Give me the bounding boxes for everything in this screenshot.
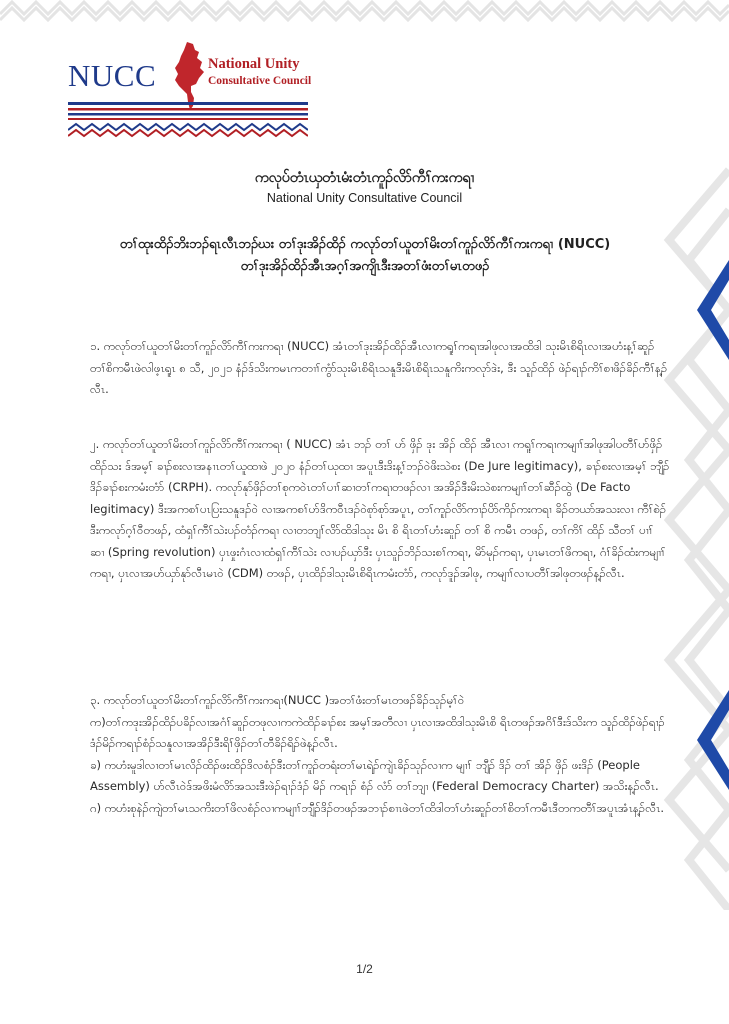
paragraph-3-intro: ၃. ကလုာ်တၢ်ယူတၢ်မိးတၢ်ကူၣ်လိာ်ကီၢ်ကးကရၢ(NUCC )အတၢ်ဖံးတၢ်မၤတဖၣ်ခိၣ်သုၣ်မ့ၢ်ဝဲ bbox=[90, 693, 465, 707]
subject-line2: တၢ်ဒုးအိၣ်ထိၣ်အီၤအဂ့ၢ်အကျိၤဒီးအတၢ်ဖံးတၢ်မၤတဖၣ် bbox=[240, 259, 490, 274]
subject-line1: တၢ်ထုးထိၣ်ဘိးဘၣ်ရၤလီၤဘၣ်ဃး တၢ်ဒုးအိၣ်ထိၣ် ကလုာ်တၢ်ယူတၢ်မိးတၢ်ကူၣ်လိာ်ကီၢ်ကးကရၢ (NUCC) bbox=[119, 237, 611, 252]
council-title-english: National Unity Consultative Council bbox=[266, 191, 463, 205]
nucc-logo bbox=[68, 40, 312, 155]
logo-name-line1: National Unity bbox=[208, 56, 300, 72]
paragraph-2: ၂. ကလုာ်တၢ်ယူတၢ်မိးတၢ်ကူၣ်လိာ်ကီၢ်ကးကရၢ ( NUCC) အံၤ ဘၣ် တၢ် ဟ် ဖှိၣ် ဒုး အိၣ် ထိၣ် အီၤလၢ ကရူၢ်ကရၢကမျၢၢ်အါဖုအါပတီၢ်ဟ်ဖှိၣ်ထိၣ်သး ဒ်အမ့ၢ် ခၢၣ်စးလၢအနၢၤတၢ်ယူထၢဖဲ ၂၀၂၀ နံၣ်တၢ်ယုထၢ အပူၤဒီးဒိးန့ၢ်ဘၣ်ဝဲဖိးသဲစး (De Jure legitimacy), ခၢၣ်စးလၢအမ့ၢ် ဘျီၣ်ဒိၣ်ခၢၣ်စးကမံးတံာ် (CRPH). ကလုာ်နုာ်ဖှိၣ်တၢ်စုကဝဲၤတၢ်ပၢၢ်ဆၢတၢ်ကရၢတဖၣ်လၢ အအိၣ်ဒီးမိးသဲစးကမျၢၢ်တၢ်ဆီၣ်ထွဲ (De Facto legitimacy) ဒီးအကစၢ်ပၤပြးသနူဒၣ်ဝဲ လၢအကစၢ်ဟ်ဒိကဝီၤဒၣ်ဝဲစုာ်စုာ်အပူၤ, တၢ်ကူၣ်လိာ်ကၢၣ်ပိာ်ကိၣ်ကးကရၢ ခိၣ်တယာ်အသးလၢ ကီၢ်စဲၣ်ဒီးကလုာ်ဂ့ၢ်ဝီတဖၣ်, ထံရှၢ်ကီၢ်သဲးပၣ်တံၣ်ကရၢ လၢတဘျၢ်လိာ်ထိဒါသုး မိၤ စိ ရိၤတၢ်ဟံးဆူၣ် တၢ် စိ ကမီၤ တဖၣ်, တၢ်ကိၢ် ထိၣ် သီတၢ် ပၢၢ် ဆၢ (Spring revolution) ပှၤဖှုးဂံၤလၢထံရှၢ်ကီၢ်သဲး လၢပၣ်ယှာ်ဒီး ပှၤသူၣ်ဘိၣ်သးစၢ်ကရၢ, မိာ်မုၣ်ကရၢ, ပှၤမၤတၢ်ဖိကရၢ, ဂံၢ်ခိၣ်ထံးကမျၢၢ်ကရၢ, ပှၤလၢအဟ်ယှာ်နုာ်လီၤမၤဝဲ (CDM) တဖၣ်, ပှၤထိၣ်ဒါသုးမိၤစိရိၤကမံးတံာ်, ကလုာ်ဒူၣ်အါဖု, ကမျၢၢ်လၢပတီၢ်အါဖုတဖၣ်န့ၣ်လီၤ. bbox=[90, 437, 670, 580]
paragraph-3-item-a: က)တၢ်ကဒုးအိၣ်ထိၣ်ပခိၣ်လၢအဂံၢ်ဆူၣ်တဖုလၢကကဲထိၣ်ခၢၣ်စး အမ့ၢ်အတီလၢ ပှၤလၢအထိဒါသုးမိၤစိ ရိၤတဖၣ်အဂိၢ်ဒီးဒ်သိးက သူၣ်ထိၣ်ဖဲၣ်ရၢၣ်ဒံၣ်မိၣ်ကရၢၣ်စံၣ်သနူလၢအအိၣ်ဒီးရိၢ်ဖှိၣ်တၢ်တီခိၣ်ရိၣ်ဖဲန့ၣ်လီၤ. bbox=[90, 714, 665, 750]
council-title-myanmar: ကလုပ်တံၤယှတံၤမံးတံၤကူၣ်လိာ်ကီၢ်ကးကရၢ bbox=[254, 170, 475, 186]
paragraph-3 bbox=[90, 690, 670, 819]
top-border-pattern bbox=[0, 0, 729, 22]
paragraph-3-item-c: ဂ) ကဟံးစုနဲၣ်ကျဲတၢ်မၤသကိးတၢ်ဖိလစံၣ်လၢကမျၢၢ်ဘျီၣ်ဒိၣ်တဖၣ်အဘၢၣ်စၢၤဖဲတၢ်ထိဒါတၢ်ဟံးဆူၣ်တၢ်စိတၢ်ကမီၤဒီတကတီၢ်အပူၤအံၤန့ၣ်လီၤ. bbox=[90, 800, 664, 815]
page-number: 1/2 bbox=[356, 962, 373, 976]
logo-name-line2: Consultative Council bbox=[208, 75, 312, 87]
paragraph-3-item-b: ခ) ကဟံးမူဒါလၢတၢ်မၤလိၣ်ထိၣ်ဖးထိၣ်ဒိလစံၣ်ဒီးတၢ်ကူၣ်တရံးတၢ်မၤရဲၣ်ကျဲၤခိၣ်သုၣ်လၢက မျၢၢ် ဘျီၣ် ဒိၣ် တၢ် အိၣ် ဖှိၣ် ဖးဒိၣ် (People Assembly) ဟ်လီၤဝဲဒ်အဖိးမံလိာ်အသးဒီးဖဲၣ်ရၢၣ်ဒံၣ် မိၣ် ကရၢၣ် စံၣ် လံာ် တၢ်ဘျၢ (Federal Democracy Charter) အသိးန့ၣ်လီၤ. bbox=[90, 757, 659, 793]
logo-acronym: NUCC bbox=[68, 58, 157, 93]
document-subject bbox=[70, 234, 660, 278]
paragraph-1: ၁. ကလုာ်တၢ်ယူတၢ်မိးတၢ်ကူၣ်လိာ်ကီၢ်ကးကရၢ (NUCC) အံၤတၢ်ဒုးအိၣ်ထိၣ်အီၤလၢကရူၢ်ကရၢအါဖုလၢအထိဒါ သုးမိၤစိရိၤလၢအဟံးန့ၢ်ဆူၣ်တၢ်စိကမီၤဖဲလါဖ့ၤရူၤ ၈ သီ, ၂၀၂၁ နံၣ်ဒ်သိးကမၤကတၢၢ်ကွံာ်သုးမိၤစိရိၤသနူဒီးမိၤစိရိၤသနူကိးကလုာ်ဒဲး, ဒီး သူၣ်ထိၣ် ဖဲၣ်ရၢၣ်ကိၢ်စၢဖိၣ်ခိၣ်ကီၢ်န့ၣ်လီၤ. bbox=[90, 339, 668, 396]
logo-stripes bbox=[68, 100, 308, 140]
